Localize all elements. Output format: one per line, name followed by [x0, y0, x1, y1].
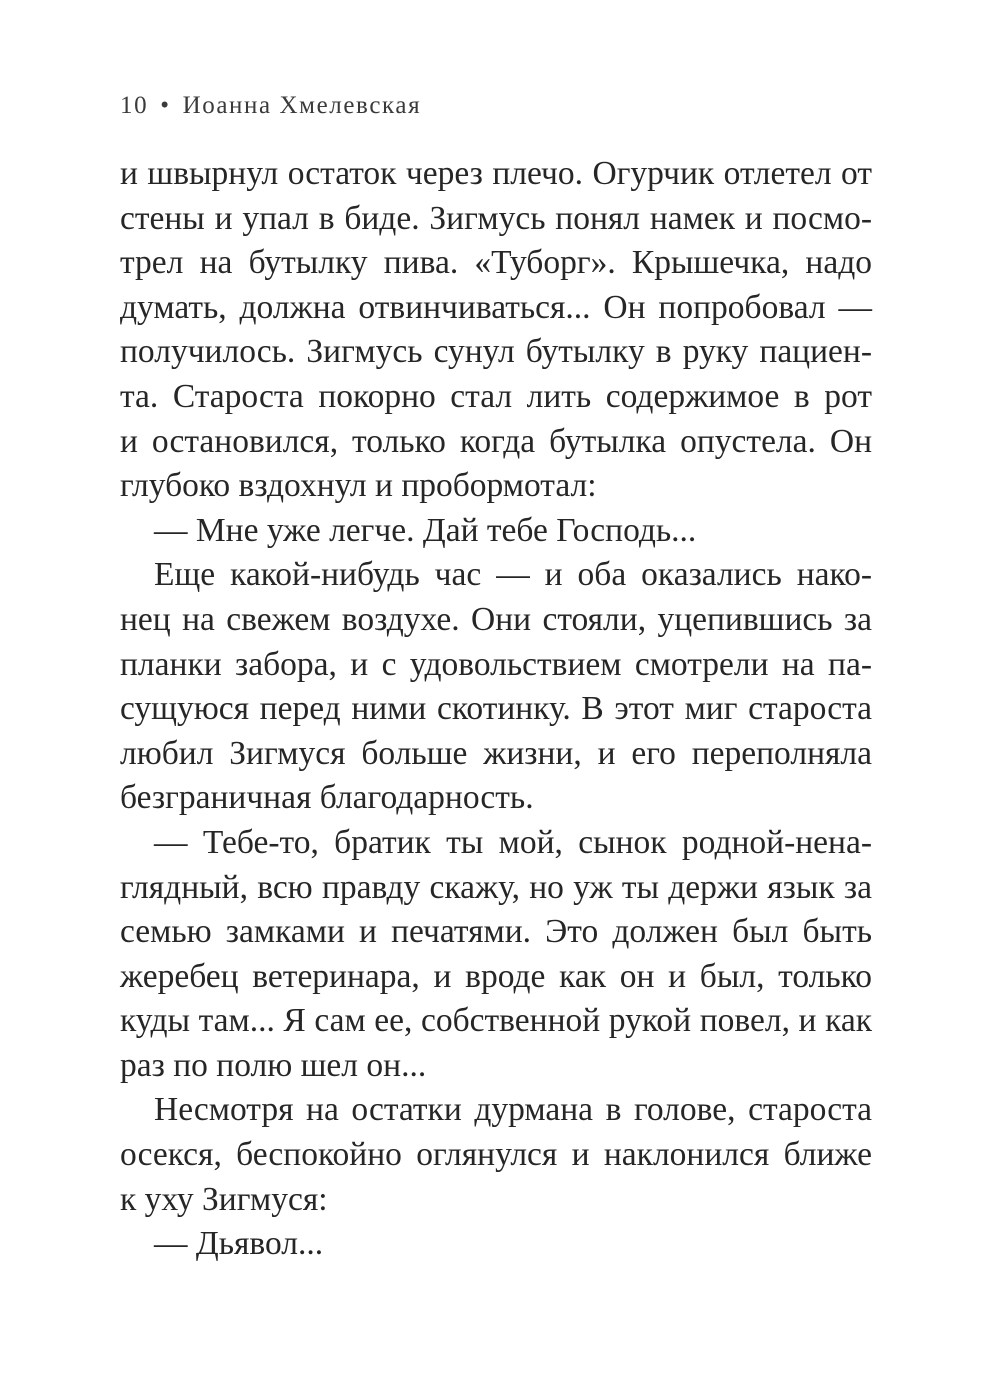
text-line: и остановился, только когда бутылка опустела. Он — [120, 422, 872, 460]
text-line: получилось. Зигмусь сунул бутылку в руку пациен- — [120, 333, 872, 371]
text-line: трел на бутылку пива. «Туборг». Крышечка, надо — [120, 244, 872, 282]
text-line: — Тебе-то, братик ты мой, сынок родной-нена- — [154, 823, 872, 861]
text-line: планки забора, и с удовольствием смотрели на па- — [120, 645, 872, 683]
text-line: к уху Зигмуся: — [120, 1180, 328, 1218]
text-line: сущуюся перед ними скотинку. В этот миг староста — [120, 690, 872, 728]
text-line: и швырнул остаток через плечо. Огурчик отлетел от — [120, 155, 872, 192]
header-separator: • — [160, 92, 171, 119]
text-line: семью замками и печатями. Это должен был быть — [120, 913, 872, 951]
page-number: 10 — [120, 92, 149, 119]
text-line: глядный, всю правду скажу, но уж ты держи язык за — [120, 868, 872, 906]
text-line: Несмотря на остатки дурмана в голове, староста — [154, 1091, 872, 1129]
text-line: стены и упал в биде. Зигмусь понял намек и посмо- — [120, 199, 872, 237]
text-line: раз по полю шел он... — [120, 1046, 427, 1084]
text-line: безграничная благодарность. — [120, 779, 534, 817]
text-line: любил Зигмуся больше жизни, и его переполняла — [120, 734, 872, 772]
body-text — [120, 152, 872, 1267]
author-name: Иоанна Хмелевская — [182, 92, 422, 119]
text-line: куды там... Я сам ее, собственной рукой повел, и как — [120, 1002, 872, 1040]
text-line: глубоко вздохнул и пробормотал: — [120, 467, 597, 505]
text-line: жеребец ветеринара, и вроде как он и был, только — [120, 957, 872, 995]
text-line: осекся, беспокойно оглянулся и наклонился ближе — [120, 1136, 872, 1174]
running-head — [120, 92, 421, 120]
text-line: думать, должна отвинчиваться... Он попробовал — — [120, 288, 872, 326]
text-line: — Мне уже легче. Дай тебе Господь... — [154, 511, 697, 549]
text-line: — Дьявол... — [154, 1225, 324, 1263]
text-line: нец на свежем воздухе. Они стояли, уцепившись за — [120, 600, 872, 638]
text-line: та. Староста покорно стал лить содержимое в рот — [120, 377, 872, 415]
text-line: Еще какой-нибудь час — и оба оказались нако- — [154, 556, 872, 594]
